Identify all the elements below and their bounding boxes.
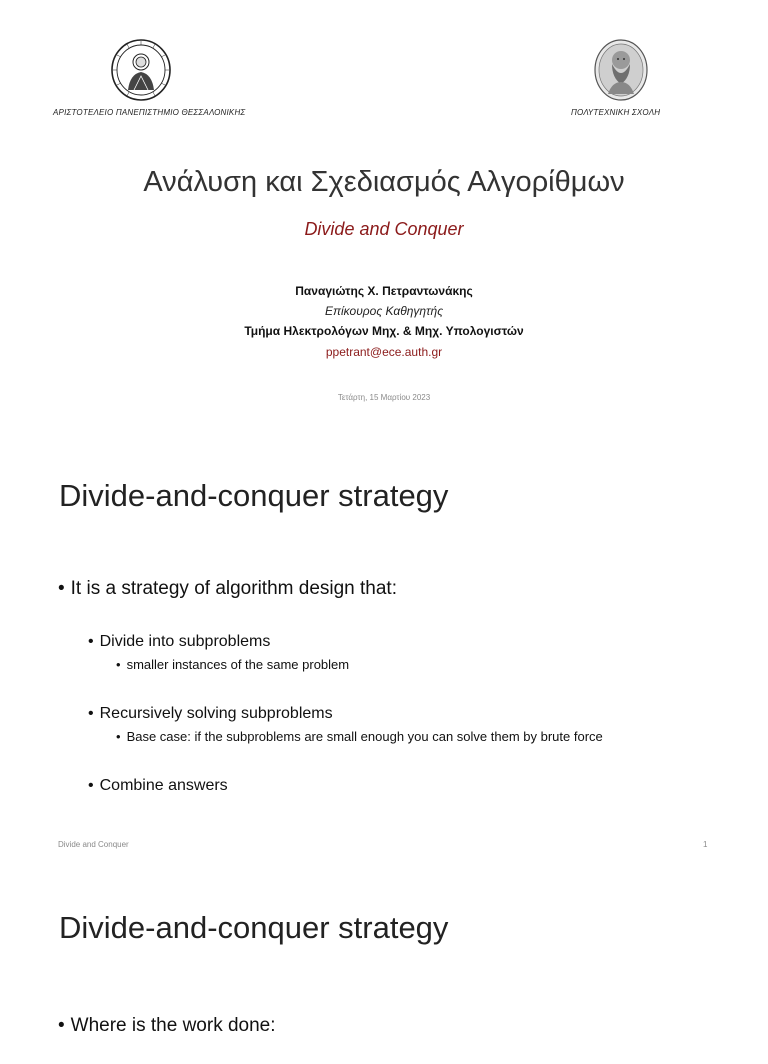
bullet-glyph: • (116, 657, 121, 672)
author-name: Παναγιώτης Χ. Πετραντωνάκης (295, 284, 473, 298)
author-email: ppetrant@ece.auth.gr (325, 345, 443, 359)
bullet-glyph: • (116, 729, 121, 744)
bullet-glyph: • (88, 705, 94, 722)
bullet-glyph: • (58, 578, 65, 599)
bullet-intro (58, 578, 397, 600)
bullet-recurse-detail (116, 729, 603, 744)
slide-2 (0, 864, 768, 1064)
institution-name-right: ΠΟΛΥΤΕΧΝΙΚΗ ΣΧΟΛΗ (571, 108, 661, 117)
bullet-text: Base case: if the subproblems are small enough you can solve them by brute force (126, 729, 603, 744)
course-title: Ανάλυση και Σχεδιασμός Αλγορίθμων (143, 166, 625, 198)
bullet-glyph: • (88, 633, 94, 650)
bullet-glyph: • (88, 777, 94, 794)
bullet-divide-detail (116, 657, 349, 672)
slide-heading: Divide-and-conquer strategy (59, 478, 449, 513)
author-position: Επίκουρος Καθηγητής (324, 304, 444, 318)
bullet-text: Recursively solving subproblems (99, 705, 333, 722)
bullet-where-work (58, 1015, 276, 1037)
bullet-text: Divide into subproblems (99, 633, 271, 650)
bullet-combine (88, 777, 228, 795)
slide-page-number: 1 (703, 840, 708, 849)
institution-name-left: ΑΡΙΣΤΟΤΕΛΕΙΟ ΠΑΝΕΠΙΣΤΗΜΙΟ ΘΕΣΣΑΛΟΝΙΚΗΣ (53, 108, 246, 117)
bullet-text: smaller instances of the same problem (126, 657, 350, 672)
bullet-glyph: • (58, 1015, 65, 1036)
title-slide (0, 0, 768, 432)
slide-footer-title: Divide and Conquer (58, 840, 129, 849)
slide-1 (0, 432, 768, 864)
bullet-text: It is a strategy of algorithm design that: (70, 578, 397, 599)
bullet-divide (88, 633, 270, 651)
philosopher-bust-seal-icon (590, 38, 652, 102)
slide-heading: Divide-and-conquer strategy (59, 910, 449, 945)
bullet-text: Where is the work done: (70, 1015, 276, 1036)
university-seal-icon (110, 38, 172, 102)
presentation-date: Τετάρτη, 15 Μαρτίου 2023 (337, 393, 431, 402)
bullet-recurse (88, 705, 333, 723)
presentation-subtitle: Divide and Conquer (304, 219, 464, 239)
author-department: Τμήμα Ηλεκτρολόγων Μηχ. & Μηχ. Υπολογιστών (244, 324, 524, 338)
bullet-text: Combine answers (99, 777, 228, 794)
